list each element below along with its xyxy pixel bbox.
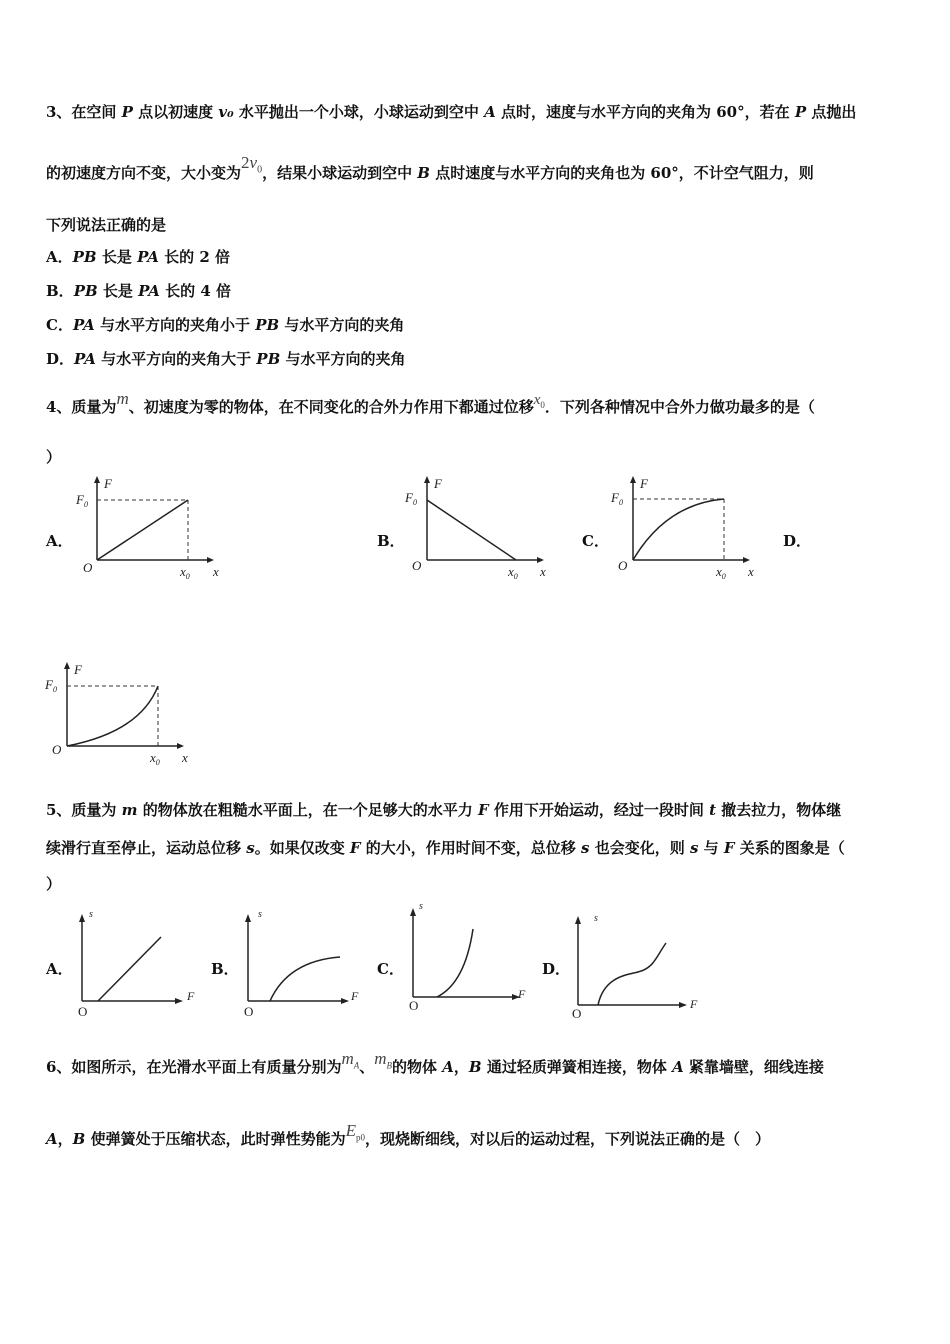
q4-line-2: ）	[46, 448, 62, 466]
s-label: s	[258, 909, 262, 920]
q4-graph-a	[70, 474, 240, 584]
f0-label	[610, 490, 623, 507]
text: 点时速度与水平方向的夹角也为 60°，不计空气阻力，则	[429, 164, 814, 182]
x0-sub: 0	[721, 572, 726, 581]
var: PB	[73, 282, 98, 300]
text: 3、在空间	[46, 103, 122, 121]
text: ，	[453, 1058, 469, 1076]
o-label: O	[412, 558, 422, 573]
y-arrow	[79, 914, 85, 922]
q5-option-a-label: A．	[46, 960, 73, 978]
s-label: s	[594, 913, 598, 924]
formula-m: m	[374, 1049, 387, 1068]
x-label: x	[540, 564, 546, 579]
formula-sub: 0	[257, 164, 263, 176]
f0-main: F	[76, 492, 84, 507]
f-label: F	[74, 662, 82, 677]
var-t: t	[709, 801, 717, 819]
text: 长的 4 倍	[159, 282, 232, 300]
text: 也会变化，则	[589, 839, 690, 857]
o-label: O	[572, 1006, 582, 1021]
q5-option-c-label: C．	[377, 960, 404, 978]
q3-line-3: 下列说法正确的是	[46, 216, 167, 234]
s-curve	[98, 937, 161, 1001]
x0-main: x	[150, 750, 156, 765]
text: 的物体放在粗糙水平面上，在一个足够大的水平力	[137, 801, 478, 819]
formula-sub: A	[353, 1060, 360, 1071]
var-s: s	[246, 839, 255, 857]
q6-line-2	[46, 1121, 770, 1155]
x-arrow	[341, 998, 349, 1004]
x0-label	[179, 564, 190, 581]
var: PB	[72, 248, 97, 266]
f-label: F	[351, 989, 359, 1003]
text: 使弹簧处于压缩状态，此时弹性势能为	[85, 1130, 346, 1148]
q4-graph-d	[40, 660, 210, 770]
var-b: B	[72, 1130, 86, 1148]
q5-line-2	[46, 838, 845, 858]
o-label: O	[618, 558, 628, 573]
q5-graph-b	[238, 905, 368, 1020]
f0-main: F	[45, 677, 53, 692]
force-curve	[633, 499, 724, 560]
force-curve	[97, 500, 188, 560]
text: ，	[57, 1130, 73, 1148]
formula-x0	[534, 390, 545, 415]
q3-option-c	[46, 315, 404, 335]
formula-e: E	[345, 1121, 356, 1140]
var: PA	[138, 282, 160, 300]
s-curve	[598, 943, 666, 1005]
text: 、	[359, 1058, 375, 1076]
text: 点以初速度	[132, 103, 219, 121]
f-label: F	[690, 997, 698, 1011]
q4-graph-b	[400, 474, 570, 584]
text: 长是	[97, 282, 139, 300]
x0-label	[507, 564, 518, 581]
text: 与水平方向的夹角大于	[95, 350, 257, 368]
x0-main: x	[716, 564, 722, 579]
var: PA	[137, 248, 159, 266]
s-label: s	[419, 901, 423, 912]
text: 的大小，作用时间不变，总位移	[360, 839, 582, 857]
force-curve	[427, 500, 516, 560]
f0-main: F	[405, 490, 413, 505]
text: 与水平方向的夹角小于	[94, 316, 256, 334]
q5-graph-c	[403, 895, 533, 1013]
formula-sub: p0	[355, 1132, 365, 1143]
formula-v: v	[249, 153, 258, 172]
text: 4、质量为	[46, 398, 117, 416]
var: PB	[256, 350, 281, 368]
var-m: m	[116, 389, 129, 408]
y-arrow	[245, 914, 251, 922]
f0-label	[44, 677, 57, 694]
formula-coef: 2	[241, 153, 250, 172]
q3-option-b	[46, 281, 231, 301]
x-arrow	[175, 998, 183, 1004]
x0-main: x	[508, 564, 514, 579]
text: 、初速度为零的物体，在不同变化的合外力作用下都通过位移	[128, 398, 534, 416]
text: 点时，速度与水平方向的夹角为 60°，若在	[495, 103, 795, 121]
f-label: F	[434, 476, 442, 491]
f0-sub: 0	[412, 498, 417, 507]
y-arrow	[575, 916, 581, 924]
text: 的初速度方向不变，大小变为	[46, 164, 242, 182]
y-arrow	[424, 476, 430, 483]
x0-sub: 0	[155, 758, 160, 767]
text: 长是	[96, 248, 138, 266]
formula-sub: 0	[540, 400, 545, 410]
var-p: P	[121, 103, 133, 121]
o-label: O	[78, 1004, 88, 1019]
x-arrow	[679, 1002, 687, 1008]
f-label: F	[518, 987, 526, 1001]
var: PB	[255, 316, 280, 334]
text: 通过轻质弹簧相连接，物体	[481, 1058, 673, 1076]
x-arrow	[207, 557, 214, 563]
x0-sub: 0	[185, 572, 190, 581]
text: 6、如图所示，在光滑水平面上有质量分别为	[46, 1058, 342, 1076]
x-label: x	[182, 750, 188, 765]
f0-sub: 0	[52, 685, 57, 694]
text: 水平抛出一个小球，小球运动到空中	[233, 103, 485, 121]
var-b: B	[417, 164, 430, 182]
var-a: A	[442, 1058, 454, 1076]
text: 与水平方向的夹角	[280, 350, 406, 368]
force-curve	[67, 686, 158, 746]
q5-option-d-label: D．	[542, 960, 571, 978]
f0-label	[75, 492, 88, 509]
o-label: O	[244, 1004, 254, 1019]
text: 。如果仅改变	[254, 839, 350, 857]
var-f: F	[478, 801, 489, 819]
var-m: m	[121, 801, 138, 819]
text: 长的 2 倍	[158, 248, 230, 266]
formula-x: x	[533, 392, 541, 408]
var-b: B	[468, 1058, 482, 1076]
var-s: s	[689, 839, 699, 857]
q3-option-a	[46, 247, 230, 267]
f-label: F	[187, 989, 195, 1003]
q5-option-b-label: B．	[211, 960, 239, 978]
var-v0: v₀	[218, 103, 234, 121]
formula-ep0	[346, 1121, 365, 1147]
x-label: x	[213, 564, 219, 579]
var-s: s	[581, 839, 590, 857]
var: PA	[74, 350, 96, 368]
option-label: B．	[46, 282, 74, 300]
formula-mb	[374, 1049, 392, 1075]
q6-line-1	[46, 1049, 824, 1083]
x0-label	[149, 750, 160, 767]
f0-main: F	[611, 490, 619, 505]
x-label: x	[748, 564, 754, 579]
var-f: F	[349, 839, 361, 857]
q5-graph-d	[568, 905, 708, 1020]
x-arrow	[537, 557, 544, 563]
q4-option-a-label: A．	[46, 532, 73, 550]
x0-sub: 0	[513, 572, 518, 581]
y-arrow	[94, 476, 100, 483]
q4-option-b-label: B．	[377, 532, 405, 550]
y-arrow	[64, 662, 70, 669]
option-label: C．	[46, 316, 73, 334]
option-label: A．	[46, 248, 73, 266]
var-a: A	[672, 1058, 684, 1076]
var-p: P	[794, 103, 807, 121]
q4-line-1	[46, 389, 815, 423]
text: 5、质量为	[46, 801, 122, 819]
s-curve	[437, 929, 473, 997]
formula-ma	[341, 1049, 359, 1075]
q3-option-d	[46, 349, 406, 369]
text: ．下列各种情况中合外力做功最多的是（	[544, 398, 815, 416]
var: PA	[72, 316, 95, 334]
formula-sub: B	[386, 1060, 393, 1071]
text: ，现烧断细线，对以后的运动过程，下列说法正确的是（ ）	[364, 1130, 770, 1148]
formula-2v0	[241, 153, 262, 180]
q5-line-1	[46, 800, 841, 820]
text: 续滑行直至停止，运动总位移	[46, 839, 247, 857]
var-a: A	[46, 1130, 58, 1148]
o-label: O	[52, 742, 62, 757]
text: 关系的图象是（	[734, 839, 845, 857]
text: 点抛出	[806, 103, 857, 121]
text: 的物体	[392, 1058, 443, 1076]
q5-line-3: ）	[46, 875, 62, 893]
x0-label	[715, 564, 726, 581]
text: 作用下开始运动，经过一段时间	[488, 801, 710, 819]
var-a: A	[484, 103, 496, 121]
o-label: O	[409, 998, 419, 1013]
s-curve	[270, 957, 340, 1001]
text: 紧靠墙壁，细线连接	[683, 1058, 824, 1076]
text: 与	[698, 839, 724, 857]
f0-label	[404, 490, 417, 507]
text: 撤去拉力，物体继	[716, 801, 842, 819]
q3-line-1	[46, 102, 856, 122]
q5-graph-a	[72, 905, 202, 1020]
s-label: s	[89, 909, 93, 920]
f-label: F	[640, 476, 648, 491]
y-arrow	[410, 908, 416, 916]
q3-line-2	[46, 153, 814, 190]
x-arrow	[177, 743, 184, 749]
f0-sub: 0	[618, 498, 623, 507]
option-label: D．	[46, 350, 75, 368]
q4-option-d-label: D．	[783, 532, 812, 550]
q4-option-c-label: C．	[582, 532, 609, 550]
o-label: O	[83, 560, 93, 575]
q4-graph-c	[606, 474, 776, 584]
text: 与水平方向的夹角	[279, 316, 405, 334]
var-f: F	[723, 839, 735, 857]
text: ，结果小球运动到空中	[262, 164, 418, 182]
f0-sub: 0	[83, 500, 88, 509]
y-arrow	[630, 476, 636, 483]
x-arrow	[743, 557, 750, 563]
x0-main: x	[180, 564, 186, 579]
f-label: F	[104, 476, 112, 491]
formula-m: m	[341, 1049, 354, 1068]
